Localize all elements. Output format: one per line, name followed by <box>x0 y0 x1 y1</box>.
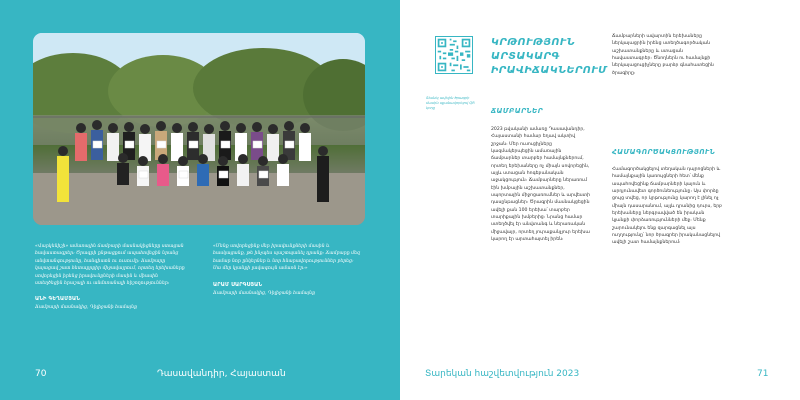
author-1-role: Ճամբարի մասնակից, Դիլիջանի համայնք <box>35 305 138 311</box>
body-text-column-1: 2023 թվականի ամառը Դասավանդիր, Հայաստանի համար եղավ ակտիվ շրջան։ Մեր ուսուցիչները կազմակերպեցին ամառային ճամբարներ տարբեր համայնքներում, որտեղ երեխաները ոչ միայն սովորեցին, այլև ստացան հոգեբանական աջակցություն։ Ճամբարները ներառում էին խմբային աշխատանքներ, սպորտային միջոցառումներ և արվեստի դասընթացներ։ Ծրագրին մասնակցեցին ավելի քան 100 երեխա՝ տարբեր տարիքային խմբերից։ Նրանց համար ստեղծվել էր անվտանգ և ներառական միջավայր, որտեղ յուրաքանչյուր երեխա կարող էր արտահայտել իրեն։ <box>491 127 591 243</box>
footer-text-left: Դասավանդիր, Հայաստան <box>157 369 286 379</box>
qr-caption: Տեսնել ավելին ծրագրի մասին սքանավորելով QR կոդը <box>426 96 475 110</box>
body-text-column-2-top: Ճամբարների ավարտին երեխաները ներկայացրին իրենց ստեղծագործական աշխատանքները և ստացան հավաստագրեր։ Ծնողներն ու համայնքի ներկայացուցիչները բարձր գնահատեցին ծրագիրը։ <box>612 34 714 76</box>
qr-code-icon <box>436 37 472 73</box>
body-text-column-2-bottom: Համագործակցելով տեղական դպրոցների և համայնքային կառույցների հետ՝ մենք ապահովեցինք ճամբարների կայուն և արդյունավետ գործունեությունը։ Այս փորձը ցույց տվեց, որ կրթությունը կարող է լինել ոչ միայն դասարանում, այլև դրանից դուրս, երբ երեխաները ներգրավված են իրական կյանքի փորձառությունների մեջ։ Մենք շարունակելու ենք զարգացնել այս ուղղությունը՝ նոր ծրագրեր իրականացնելով ավելի շատ համայնքներում։ <box>612 167 723 246</box>
subheading-cooperation: ՀԱՄԱԳՈՐԾԱԿՑՈՒԹՅՈՒՆ <box>612 148 716 156</box>
subheading-camps: ՃԱՄԲԱՐՆԵՐ <box>491 107 544 115</box>
author-2-role: Ճամբարի մասնակից, Դիլիջանի համայնք <box>213 290 316 296</box>
qr-code[interactable] <box>435 36 473 74</box>
photo-caption-1: «Վարկենիշի» ամառային ճամբարի մասնակիցները ստացան հավաստագրեր։ Ծրագրի ընթացքում ապահովեցին նրանց անվտանգությունը, հանգիստն ու ուսումը։ Ճամբարը կայացավ շատ հետաքրքիր միջավայրում, որտեղ երեխաները սովորեցին իրենց իրավունքների մասին և միասին ստեղծեցին հրաշալի ու անմոռանալի հիշողություններ։ <box>35 244 185 287</box>
author-1-name: ԱՆԻ ԳԵՂԱՄՅԱՆ <box>35 296 81 303</box>
group-photo <box>33 33 365 225</box>
left-caption-column-2 <box>213 243 363 297</box>
footer-text-right: Տարեկան հաշվետվություն 2023 <box>425 369 580 379</box>
title-line-3: ԻՐԱՎԻՃԱԿՆԵՐՈՒՄ <box>491 65 608 76</box>
title-line-1: ԿՐԹՈՒԹՅՈՒՆ <box>491 37 576 48</box>
page-number-left: 70 <box>35 369 47 379</box>
author-2-name: ԱՐԱՄ ՍԱՐԳՍՅԱՆ <box>213 281 263 288</box>
group-photo-illustration <box>33 33 365 225</box>
left-caption-column-1 <box>35 243 185 311</box>
photo-caption-2: «Մենք սովորեցինք մեր իրավունքների մասին և հասկացանք, թե ինչպես պաշտպանել դրանք։ Ճամբարը մեզ համար նոր ընկերներ և նոր հնարավորություններ բերեց։ Սա մեր կյանքի լավագույն ամառն էր։» <box>213 244 361 272</box>
right-page <box>400 0 800 400</box>
section-title <box>491 36 608 78</box>
page-number-right: 71 <box>757 369 769 379</box>
title-line-2: ԱՐՏԱԿԱՐԳ <box>491 51 560 62</box>
